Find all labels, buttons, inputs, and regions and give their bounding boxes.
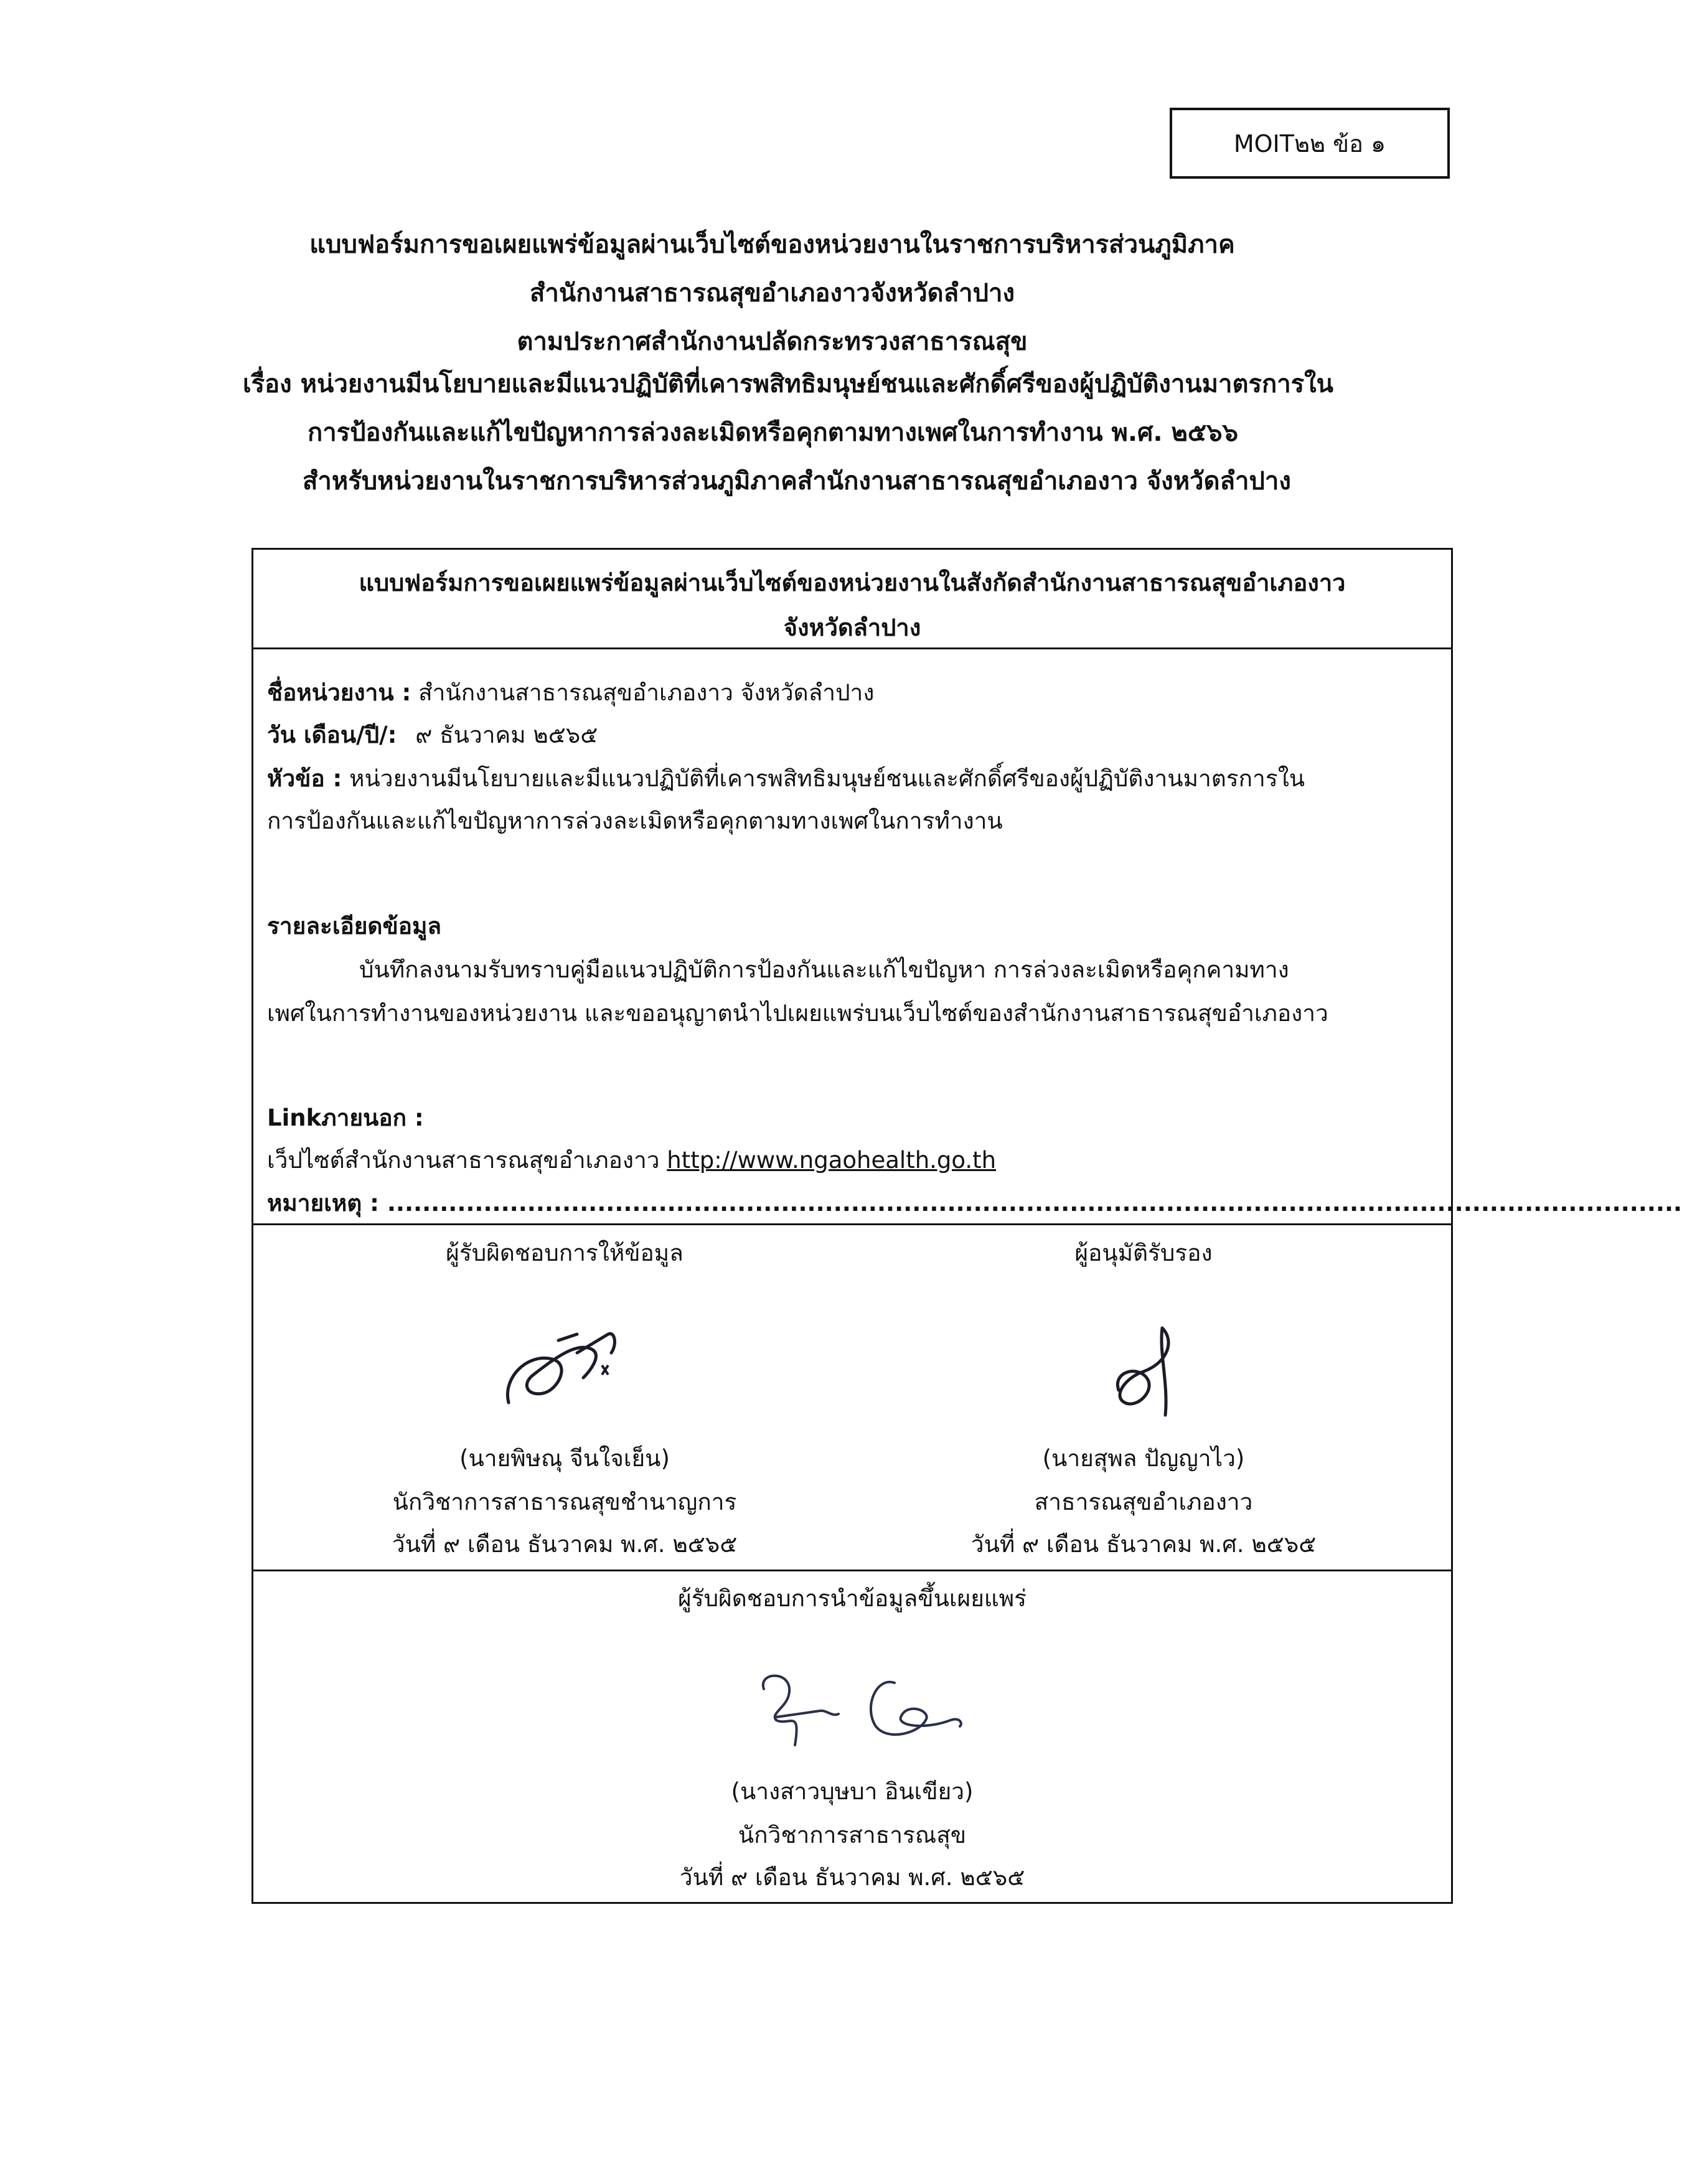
heading-line-2: สำนักงานสาธารณสุขอำเภองาวจังหวัดลำปาง [529, 279, 1015, 308]
publisher-position: นักวิชาการสาธารณสุข [738, 1822, 967, 1848]
approver-name: (นายสุพล ปัญญาไว) [1042, 1445, 1245, 1472]
topic-value-line-2: การป้องกันและแก้ไขปัญหาการล่วงละเมิดหรือคุกตามทางเพศในการทำงาน [267, 807, 1003, 834]
external-link-label: Linkภายนอก : [267, 1104, 424, 1131]
external-link-url[interactable]: http://www.ngaohealth.go.th [667, 1147, 997, 1174]
agency-row [267, 674, 874, 711]
approver-role: ผู้อนุมัติรับรอง [1074, 1240, 1213, 1266]
agency-value: สำนักงานสาธารณสุขอำเภองาว จังหวัดลำปาง [418, 679, 875, 706]
section-divider-2 [253, 1570, 1451, 1571]
heading-line-5: การป้องกันและแก้ไขปัญหาการล่วงละเมิดหรือคุกตามทางเพศในการทำงาน พ.ศ. ๒๕๖๖ [308, 418, 1238, 447]
provider-name: (นายพิษณุ จีนใจเย็น) [459, 1445, 670, 1472]
approver-position: สาธารณสุขอำเภองาว [1034, 1489, 1253, 1515]
document-code-box [1170, 108, 1450, 179]
approver-signature [1100, 1316, 1200, 1421]
external-link-row [267, 1142, 996, 1179]
approver-date: วันที่ ๙ เดือน ธันวาคม พ.ศ. ๒๕๖๕ [970, 1531, 1317, 1558]
topic-value-line-1: หน่วยงานมีนโยบายและมีแนวปฏิบัติที่เคารพสิทธิมนุษย์ชนและศักดิ์ศรีของผู้ปฏิบัติงานมาตรการใน [349, 765, 1305, 792]
note-label: หมายเหตุ : [267, 1190, 379, 1217]
form-title-line-2: จังหวัดลำปาง [783, 614, 921, 641]
provider-signature [484, 1316, 633, 1415]
heading-subject-line: เรื่อง หน่วยงานมีนโยบายและมีแนวปฏิบัติที่เคารพสิทธิมนุษย์ชนและศักดิ์ศรีของผู้ปฏิบัติงานมาตรการใน [243, 370, 1334, 398]
date-value: ๙ ธันวาคม ๒๕๖๕ [415, 722, 598, 748]
publisher-date: วันที่ ๙ เดือน ธันวาคม พ.ศ. ๒๕๖๕ [679, 1864, 1025, 1891]
heading-line-6: สำหรับหน่วยงานในราชการบริหารส่วนภูมิภาคสำนักงานสาธารณสุขอำเภองาว จังหวัดลำปาง [303, 467, 1291, 496]
date-label: วัน เดือน/ปี/: [267, 722, 397, 748]
date-row [267, 717, 598, 753]
provider-date: วันที่ ๙ เดือน ธันวาคม พ.ศ. ๒๕๖๕ [392, 1531, 738, 1558]
external-link-text: เว็ปไซต์สำนักงานสาธารณสุขอำเภองาว [267, 1147, 660, 1174]
note-dots: .................................................................................................................................................... [387, 1190, 1682, 1217]
topic-row [267, 760, 1305, 797]
provider-position: นักวิชาการสาธารณสุขชำนาญการ [392, 1489, 737, 1515]
form-title-line-1: แบบฟอร์มการขอเผยแพร่ข้อมูลผ่านเว็บไซต์ของหน่วยงานในสังกัดสำนักงานสาธารณสุขอำเภองาว [359, 569, 1346, 596]
publisher-name: (นางสาวบุษบา อินเขียว) [731, 1778, 974, 1805]
heading-line-3: ตามประกาศสำนักงานปลัดกระทรวงสาธารณสุข [517, 327, 1028, 356]
heading-line-1: แบบฟอร์มการขอเผยแพร่ข้อมูลผ่านเว็บไซต์ของหน่วยงานในราชการบริหารส่วนภูมิภาค [309, 230, 1235, 259]
agency-label: ชื่อหน่วยงาน : [267, 679, 411, 706]
details-label: รายละเอียดข้อมูล [267, 913, 442, 939]
form-divider [253, 647, 1451, 649]
document-code: MOIT๒๒ ข้อ ๑ [1233, 129, 1386, 158]
provider-role: ผู้รับผิดชอบการให้ข้อมูล [446, 1240, 684, 1266]
publisher-role: ผู้รับผิดชอบการนำข้อมูลขึ้นเผยแพร่ [678, 1585, 1027, 1612]
topic-label: หัวข้อ : [267, 765, 342, 792]
section-divider-1 [253, 1223, 1451, 1225]
details-line-1: บันทึกลงนามรับทราบคู่มือแนวปฏิบัติการป้องกันและแก้ไขปัญหา การล่วงละเมิดหรือคุกคามทาง [359, 956, 1289, 983]
note-row [267, 1185, 1682, 1221]
details-line-2: เพศในการทำงานของหน่วยงาน และขออนุญาตนำไปเผยแพร่บนเว็บไซต์ของสำนักงานสาธารณสุขอำเภองาว [267, 1000, 1328, 1027]
publication-form [251, 548, 1682, 1904]
publisher-signature [751, 1658, 975, 1751]
